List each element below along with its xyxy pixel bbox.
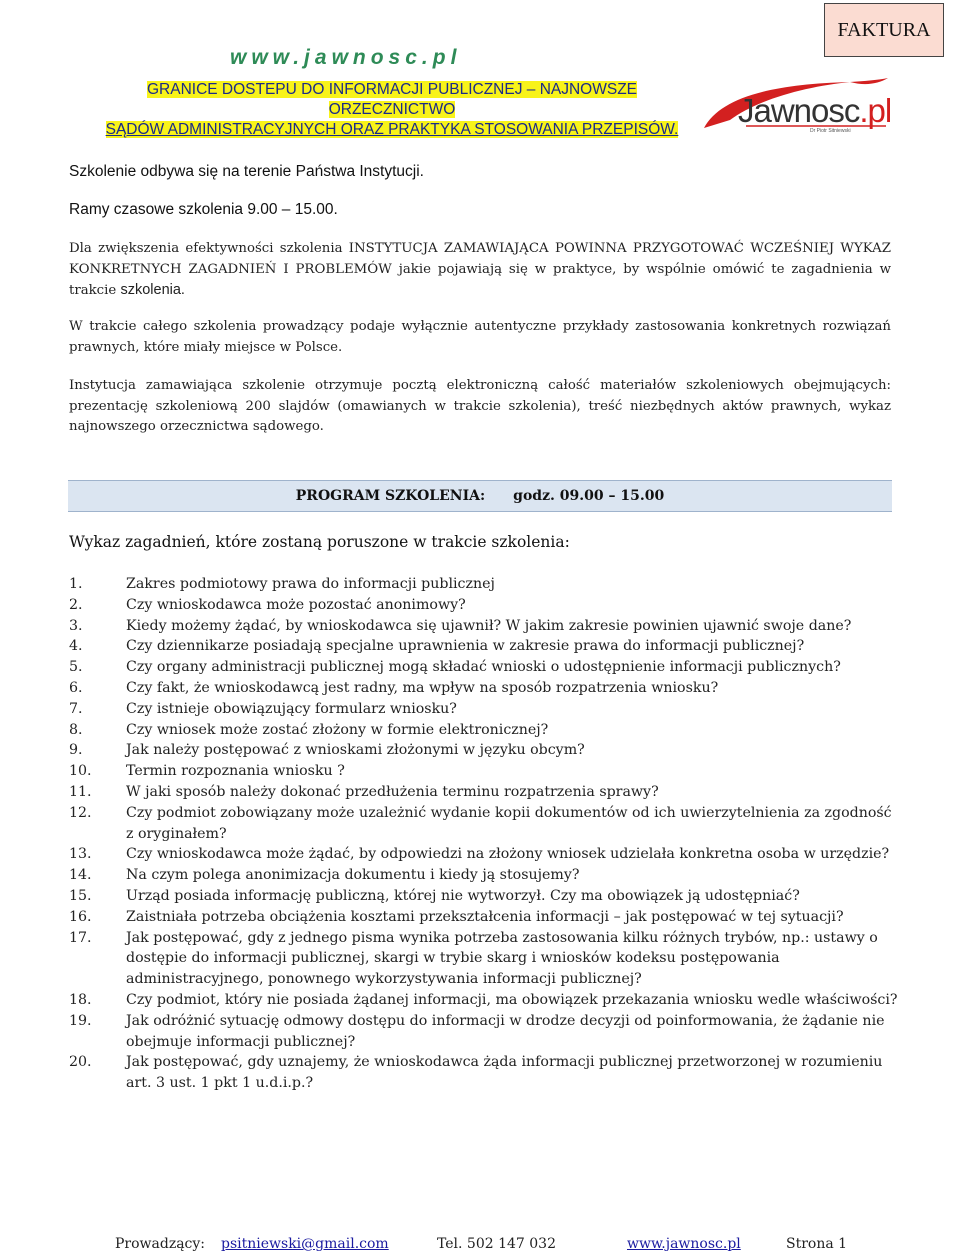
footer-presenter-label: Prowadzący:: [115, 1236, 206, 1252]
jawnosc-logo: [700, 78, 890, 136]
footer-page-number: Strona 1: [786, 1236, 848, 1252]
training-time-frame: Ramy czasowe szkolenia 9.00 – 15.00.: [69, 201, 338, 218]
footer-website-link[interactable]: www.jawnosc.pl: [627, 1236, 741, 1252]
training-location: Szkolenie odbywa się na terenie Państwa Instytucji.: [69, 163, 424, 180]
list-item: 19. Jak odróżnić sytuację odmowy dostępu do informacji w drodze decyzji od poinformowania, że żądanie nie obejmuje informacji publicznej?: [69, 1012, 885, 1050]
list-item: 16. Zaistniała potrzeba obciążenia kosztami przekształcenia informacji – jak postępować w tej sytuacji?: [69, 908, 844, 925]
list-item: 11. W jaki sposób należy dokonać przedłużenia terminu rozpatrzenia sprawy?: [69, 783, 659, 800]
intro-paragraph-3: Instytucja zamawiająca szkolenie otrzymuje pocztą elektroniczną całość materiałów szkoleniowych obejmujących: prezentację szkoleniową 200 slajdów (omawianych w trakcie szkolenia), treść niezbędnych aktów prawnych, wykaz najnowszego orzecznictwa sądowego.: [69, 378, 891, 434]
list-item: 17. Jak postępować, gdy z jednego pisma wynika potrzeba zastosowania kilku różnych trybów, np.: ustawy o dostępie do informacji publicznej, skargi w trybie skarg i wniosków kodeksu postępowania administracyjnego, ponownego wykorzystywania informacji publicznej?: [69, 929, 878, 988]
site-url[interactable]: www.jawnosc.pl: [230, 46, 462, 69]
list-item: 4. Czy dziennikarze posiadają specjalne uprawnienia w zakresie prawa do informacji publicznej?: [69, 638, 805, 655]
list-item: 3. Kiedy możemy żądać, by wnioskodawca się ujawnił? W jakim zakresie powinien ujawnić swoje dane?: [69, 617, 852, 634]
list-item: 6. Czy fakt, że wnioskodawcą jest radny, ma wpływ na sposób rozpatrzenia wniosku?: [69, 679, 719, 696]
list-item: 9. Jak należy postępować z wnioskami złożonymi w języku obcym?: [69, 742, 585, 759]
list-item: 18. Czy podmiot, który nie posiada żądanej informacji, ma obowiązek przekazania wniosku wedle właściwości?: [69, 991, 898, 1008]
list-item: 10. Termin rozpoznania wniosku ?: [69, 763, 345, 780]
list-item: 5. Czy organy administracji publicznej mogą składać wnioski o udostępnienie informacji publicznych?: [69, 659, 841, 676]
logo-subtext: Dr Piotr Sitniewski: [810, 128, 851, 134]
headline-line-1: GRANICE DOSTEPU DO INFORMACJI PUBLICZNEJ – NAJNOWSZE ORZECZNICTWO: [146, 81, 638, 118]
invoice-badge: FAKTURA: [824, 3, 944, 57]
list-item: 8. Czy wniosek może zostać złożony w formie elektronicznej?: [69, 721, 549, 738]
footer-email-link[interactable]: psitniewski@gmail.com: [221, 1236, 389, 1252]
list-item: 20. Jak postępować, gdy uznajemy, że wnioskodawca żąda informacji publicznej przetworzonej w rozumieniu art. 3 ust. 1 pkt 1 u.d.i.p.?: [69, 1054, 883, 1092]
intro-paragraph-2: W trakcie całego szkolenia prowadzący podaje wyłącznie autentyczne przykłady zastosowania konkretnych rozwiązań prawnych, które miały miejsce w Polsce.: [69, 319, 891, 355]
headline-line-2: SĄDÓW ADMINISTRACYJNYCH ORAZ PRAKTYKA STOSOWANIA PRZEPISÓW.: [105, 121, 679, 138]
intro-paragraph-1: Dla zwiększenia efektywności szkolenia INSTYTUCJA ZAMAWIAJĄCA POWINNA PRZYGOTOWAĆ WCZEŚNIEJ WYKAZ KONKRETNYCH ZAGADNIEŃ I PROBLEMÓW jakie pojawiają się w praktyce, by wspólnie omówić te zagadnienia w trakcie szkolenia.: [69, 241, 891, 298]
topics-list: [69, 574, 899, 1094]
list-item: 2. Czy wnioskodawca może pozostać anonimowy?: [69, 596, 466, 613]
list-item: 7. Czy istnieje obowiązujący formularz wniosku?: [69, 700, 457, 717]
program-time: godz. 09.00 – 15.00: [513, 488, 665, 504]
list-item: 13. Czy wnioskodawca może żądać, by odpowiedzi na złożony wniosek udzielała konkretna osoba w urzędzie?: [69, 846, 890, 863]
list-item: 14. Na czym polega anonimizacja dokumentu i kiedy ją stosujemy?: [69, 867, 580, 884]
page-footer: [0, 1236, 960, 1256]
logo-wordmark: Jawnosc.pl: [738, 92, 892, 129]
program-label: PROGRAM SZKOLENIA:: [295, 488, 486, 504]
footer-phone: Tel. 502 147 032: [437, 1236, 556, 1252]
list-item: 12. Czy podmiot zobowiązany może uzależnić wydanie kopii dokumentów od ich uwierzytelnienia za zgodność z oryginałem?: [69, 804, 892, 842]
training-headline: [82, 80, 702, 140]
list-item: 1. Zakres podmiotowy prawa do informacji publicznej: [69, 576, 495, 592]
program-bar: [68, 480, 892, 512]
topics-heading: Wykaz zagadnień, które zostaną poruszone w trakcie szkolenia:: [69, 533, 570, 551]
list-item: 15. Urząd posiada informację publiczną, której nie wytworzył. Czy ma obowiązek ją udostępniać?: [69, 887, 800, 904]
